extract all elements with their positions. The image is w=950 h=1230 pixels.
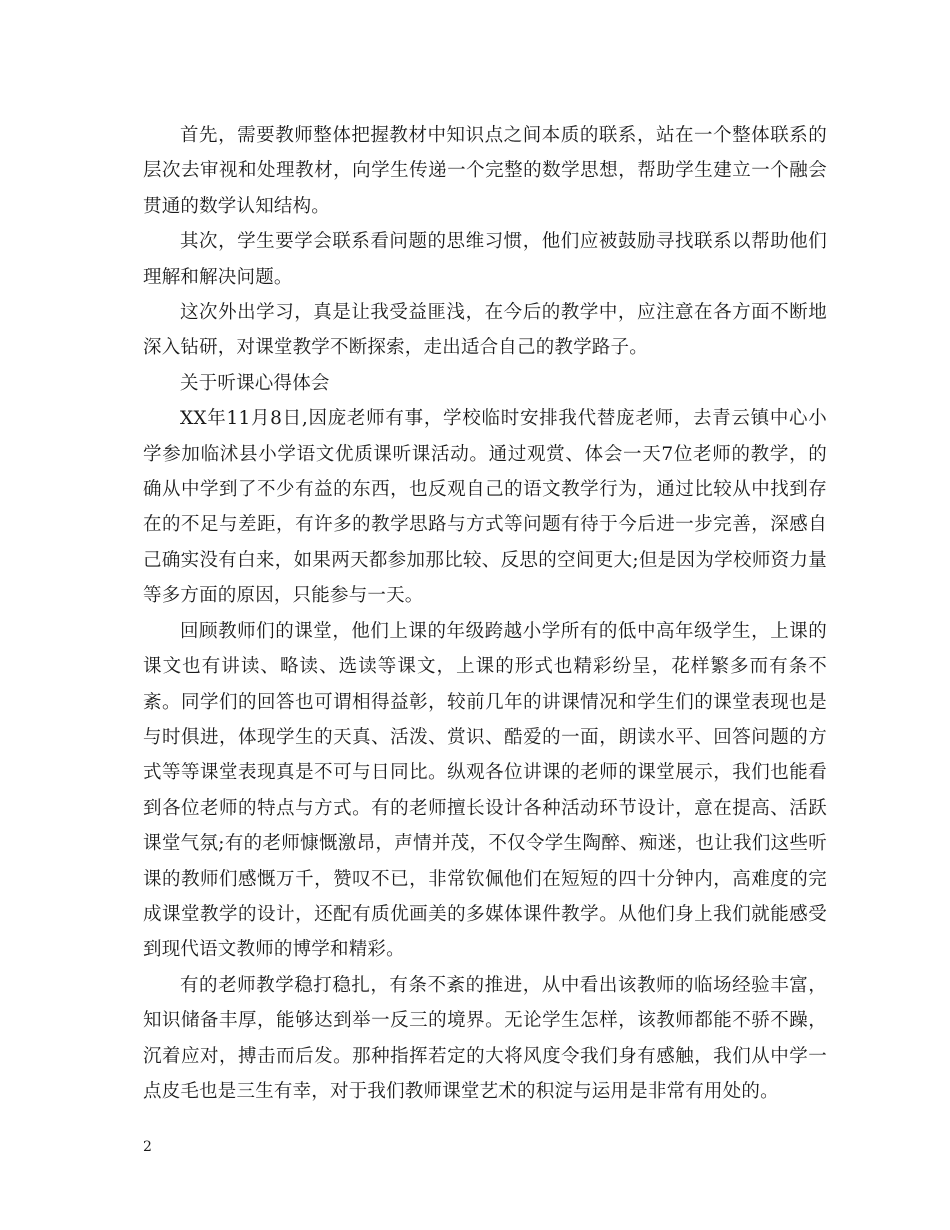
paragraph-classroom-review: 回顾教师们的课堂，他们上课的年级跨越小学所有的低中高年级学生，上课的课文也有讲读、略读、选读等课文，上课的形式也精彩纷呈，花样繁多而有条不紊。同学们的回答也可谓相得益彰，较前几年的讲课情况和学生们的课堂表现也是与时俱进，体现学生的天真、活泼、赏识、酷爱的一面，朗读水平、回答问题的方式等等课堂表现真是不可与日同比。纵观各位讲课的老师的课堂展示，我们也能看到各位老师的特点与方式。有的老师擅长设计各种活动环节设计，意在提高、活跃课堂气氛;有的老师慷慨激昂，声情并茂，不仅令学生陶醉、痴迷，也让我们这些听课的教师们感慨万千，赞叹不已，非常钦佩他们在短短的四十分钟内，高难度的完成课堂教学的设计，还配有质优画美的多媒体课件教学。从他们身上我们就能感受到现代语文教师的博学和精彩。	[143, 620, 827, 961]
document-body	[143, 118, 827, 1109]
section-heading: 关于听课心得体会	[180, 372, 330, 394]
paragraph-event-account: XX年11月8日,因庞老师有事，学校临时安排我代替庞老师，去青云镇中心小学参加临沭县小学语文优质课听课活动。通过观赏、体会一天7位老师的教学，的确从中学到了不少有益的东西，也反观自己的语文教学行为，通过比较从中找到存在的不足与差距，有许多的教学思路与方式等问题有待于今后进一步完善，深感自己确实没有白来，如果两天都参加那比较、反思的空间更大;但是因为学校师资力量等多方面的原因，只能参与一天。	[143, 408, 827, 607]
page-number: 2	[143, 1139, 152, 1155]
paragraph-intro-first: 首先，需要教师整体把握教材中知识点之间本质的联系，站在一个整体联系的层次去审视和处理教材，向学生传递一个完整的数学思想，帮助学生建立一个融会贯通的数学认知结构。	[143, 125, 827, 217]
paragraph-teacher-style: 有的老师教学稳打稳扎，有条不紊的推进，从中看出该教师的临场经验丰富，知识储备丰厚，能够达到举一反三的境界。无论学生怎样，该教师都能不骄不躁，沉着应对，搏击而后发。那种指挥若定的大将风度令我们身有感触，我们从中学一点皮毛也是三生有幸，对于我们教师课堂艺术的积淀与运用是非常有用处的。	[143, 974, 827, 1102]
paragraph-intro-second: 其次，学生要学会联系看问题的思维习惯，他们应被鼓励寻找联系以帮助他们理解和解决问题。	[143, 231, 827, 288]
paragraph-study-reflection: 这次外出学习，真是让我受益匪浅，在今后的教学中，应注意在各方面不断地深入钻研，对课堂教学不断探索，走出适合自己的教学路子。	[143, 302, 827, 359]
